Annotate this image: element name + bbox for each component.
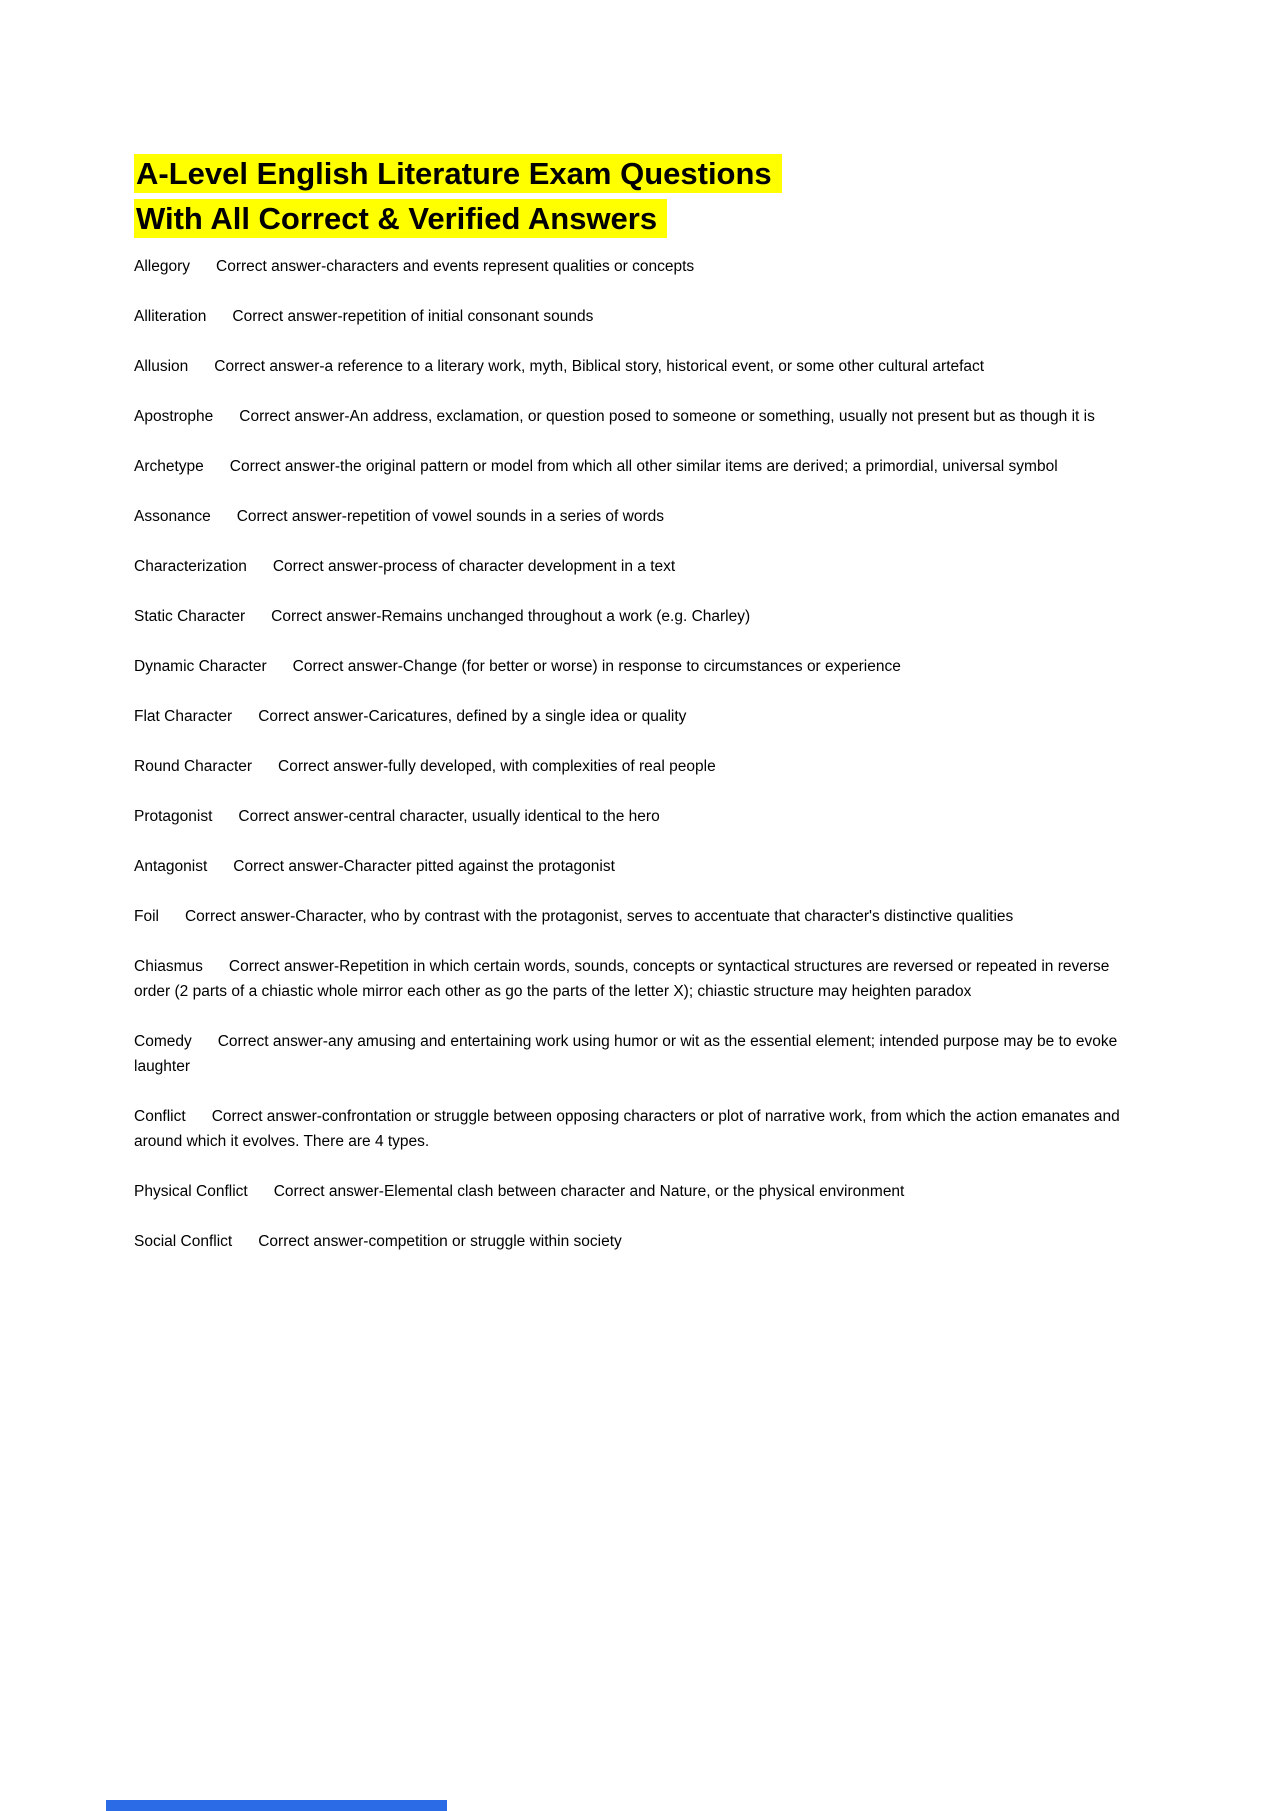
glossary-entry: [134, 604, 1142, 629]
glossary-term: Protagonist: [134, 808, 213, 825]
glossary-entry: [134, 654, 1142, 679]
glossary-term: Allusion: [134, 358, 189, 375]
glossary-entry: [134, 454, 1142, 479]
glossary-term: Comedy: [134, 1033, 192, 1050]
glossary-term: Dynamic Character: [134, 658, 267, 675]
glossary-entry: [134, 554, 1142, 579]
glossary-term: Antagonist: [134, 858, 208, 875]
glossary-definition: Correct answer-central character, usually identical to the hero: [238, 808, 660, 825]
glossary-list: [134, 254, 1142, 1254]
glossary-term: Apostrophe: [134, 408, 214, 425]
glossary-entry: [134, 854, 1142, 879]
glossary-term: Characterization: [134, 558, 247, 575]
glossary-entry: [134, 704, 1142, 729]
glossary-entry: [134, 1229, 1142, 1254]
glossary-definition: Correct answer-Character pitted against the protagonist: [233, 858, 615, 875]
glossary-term: Foil: [134, 908, 159, 925]
glossary-definition: Correct answer-a reference to a literary work, myth, Biblical story, historical event, or some other cultural artefact: [214, 358, 985, 375]
glossary-definition: Correct answer-An address, exclamation, or question posed to someone or something, usually not present but as though it is: [239, 408, 1095, 425]
glossary-definition: Correct answer-Elemental clash between character and Nature, or the physical environment: [273, 1183, 905, 1200]
glossary-definition: Correct answer-fully developed, with complexities of real people: [278, 758, 716, 775]
glossary-entry: [134, 904, 1142, 929]
glossary-entry: [134, 754, 1142, 779]
glossary-definition: Correct answer-confrontation or struggle between opposing characters or plot of narrative work, from which the action emanates and around which it evolves. There are 4 types.: [134, 1108, 1120, 1150]
glossary-term: Alliteration: [134, 308, 207, 325]
glossary-definition: Correct answer-Remains unchanged throughout a work (e.g. Charley): [271, 608, 751, 625]
glossary-term: Conflict: [134, 1108, 186, 1125]
title-highlight: With All Correct & Verified Answers: [134, 199, 667, 238]
glossary-definition: Correct answer-the original pattern or model from which all other similar items are derived; a primordial, universal symbol: [229, 458, 1058, 475]
glossary-definition: Correct answer-characters and events represent qualities or concepts: [216, 258, 695, 275]
glossary-term: Assonance: [134, 508, 211, 525]
glossary-entry: [134, 954, 1142, 1004]
glossary-entry: [134, 1029, 1142, 1079]
glossary-definition: Correct answer-process of character development in a text: [272, 558, 676, 575]
glossary-entry: [134, 504, 1142, 529]
glossary-term: Physical Conflict: [134, 1183, 248, 1200]
glossary-definition: Correct answer-Repetition in which certain words, sounds, concepts or syntactical structures are reversed or repeated in reverse order (2 parts of a chiastic whole mirror each other as go the parts of the letter X); chiastic structure may heighten paradox: [134, 958, 1110, 1000]
glossary-term: Allegory: [134, 258, 190, 275]
glossary-definition: Correct answer-Change (for better or worse) in response to circumstances or experience: [292, 658, 901, 675]
glossary-entry: [134, 254, 1142, 279]
glossary-term: Flat Character: [134, 708, 233, 725]
glossary-definition: Correct answer-repetition of initial consonant sounds: [232, 308, 594, 325]
page-title-line-2: [134, 196, 1142, 241]
title-highlight: A-Level English Literature Exam Questions: [134, 154, 782, 193]
glossary-entry: [134, 1179, 1142, 1204]
glossary-definition: Correct answer-Caricatures, defined by a single idea or quality: [258, 708, 687, 725]
glossary-definition: Correct answer-repetition of vowel sounds in a series of words: [236, 508, 665, 525]
glossary-term: Chiasmus: [134, 958, 203, 975]
glossary-term: Social Conflict: [134, 1233, 233, 1250]
glossary-term: Archetype: [134, 458, 204, 475]
page-title-line-1: [134, 151, 1142, 196]
glossary-term: Static Character: [134, 608, 246, 625]
glossary-definition: Correct answer-any amusing and entertaining work using humor or wit as the essential element; intended purpose may be to evoke laughter: [134, 1033, 1118, 1075]
glossary-term: Round Character: [134, 758, 253, 775]
glossary-entry: [134, 804, 1142, 829]
glossary-entry: [134, 404, 1142, 429]
glossary-definition: Correct answer-Character, who by contrast with the protagonist, serves to accentuate that character's distinctive qualities: [184, 908, 1014, 925]
page-title: [134, 151, 1142, 241]
glossary-definition: Correct answer-competition or struggle within society: [258, 1233, 622, 1250]
clipped-next-heading-highlight: [106, 1800, 447, 1811]
glossary-entry: [134, 1104, 1142, 1154]
glossary-entry: [134, 354, 1142, 379]
glossary-entry: [134, 304, 1142, 329]
